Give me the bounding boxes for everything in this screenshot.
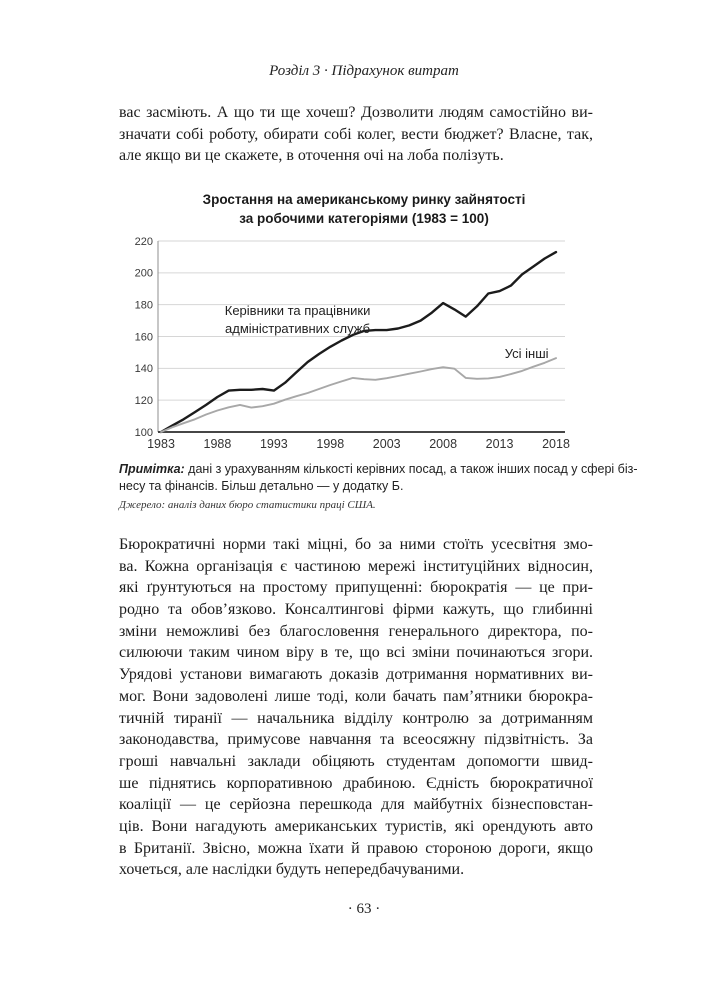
text-line: ше піднятись корпоративною драбиною. Єдність бюрократичної <box>119 774 593 792</box>
text-line: хочеться, але наслідки будуть непередбачуваними. <box>119 861 465 879</box>
x-tick-label: 1988 <box>203 437 232 451</box>
figure-note <box>119 461 638 495</box>
intro-paragraph <box>119 102 593 167</box>
text-line: Бюрократичні норми такі міцні, бо за ними стоїть усесвітня змо- <box>119 536 593 553</box>
text-line: ва. Кожна організація є частиною мережі інституційних відносин, <box>119 557 593 575</box>
y-tick-label: 220 <box>134 235 153 248</box>
chart-title-line-2: за робочими категоріями (1983 = 100) <box>239 211 489 226</box>
series-label: Керівники та працівники адміністративних служб <box>224 303 371 337</box>
figure-note-line-1 <box>119 461 638 478</box>
x-tick-label: 2003 <box>372 437 401 451</box>
figure-note-label: Примітка: <box>119 462 185 476</box>
running-head: Розділ 3 · Підрахунок витрат <box>269 63 459 79</box>
text-line: силюючи таким чином віру в те, що всі зміни починаються згори. <box>119 644 593 662</box>
chart-title <box>0 190 728 228</box>
text-line: але якщо ви це скажете, в оточення очі на лоба полізуть. <box>119 147 504 165</box>
page-number: · 63 · <box>347 901 381 917</box>
text-line: законодавства, примусове навчання та всеосяжну підзвітність. За <box>119 731 593 749</box>
text-line: ців. Вони нагадують американських туристів, які орендують авто <box>119 817 593 835</box>
y-tick-label: 120 <box>134 394 153 407</box>
x-tick-label: 1983 <box>147 437 175 451</box>
employment-growth-line-chart <box>128 233 598 457</box>
text-line: коаліції — це серйозна перешкода для майбутніх бізнесповстан- <box>119 796 593 814</box>
y-tick-label: 180 <box>134 299 153 312</box>
x-tick-label: 2018 <box>542 437 570 451</box>
chart-title-line-1: Зростання на американському ринку зайнятості <box>202 192 526 207</box>
x-tick-label: 1993 <box>259 437 288 451</box>
y-tick-label: 160 <box>134 331 153 344</box>
series-label: Усі інші <box>504 345 549 361</box>
text-line: Урядові установи вимагають доказів дотримання нормативних ви- <box>119 666 593 684</box>
text-line: які ґрунтуються на простому припущенні: бюрократія — це при- <box>119 579 593 597</box>
text-line: вас засміють. А що ти ще хочеш? Дозволити людям самостійно ви- <box>119 104 593 121</box>
body-paragraph <box>119 534 593 881</box>
text-line: тичній тиранії — начальника відділу контролю за дотриманням <box>119 709 593 727</box>
text-line: мог. Вони задоволені лише тоді, коли бачать пам’ятники бюрокра- <box>119 687 593 705</box>
series-line <box>161 252 556 432</box>
figure-note-text: дані з урахуванням кількості керівних посад, а також інших посад у сфері біз- <box>184 462 638 476</box>
text-line: значати собі роботу, обирати собі колег, вести бюджет? Власне, так, <box>119 125 593 143</box>
y-tick-label: 140 <box>134 363 153 376</box>
text-line: родно та обов’язково. Консалтингові фірми кажуть, що глибинні <box>119 601 593 619</box>
x-tick-label: 1998 <box>316 437 345 451</box>
figure-note-line-2: несу та фінансів. Більш детально — у додатку Б. <box>119 479 404 493</box>
text-line: зміни неможливі без благословення генерального директора, по- <box>119 622 593 640</box>
y-tick-label: 100 <box>134 426 153 439</box>
figure-source: Джерело: аналіз даних бюро статистики праці США. <box>119 499 376 511</box>
x-tick-label: 2013 <box>485 437 514 451</box>
x-tick-label: 2008 <box>429 437 458 451</box>
text-line: в Британії. Звісно, можна їхати й правою стороною дороги, якщо <box>119 839 593 857</box>
text-line: гроші навчальні заклади обіцяють студентам допомогти швид- <box>119 752 593 770</box>
y-tick-label: 200 <box>134 267 153 280</box>
